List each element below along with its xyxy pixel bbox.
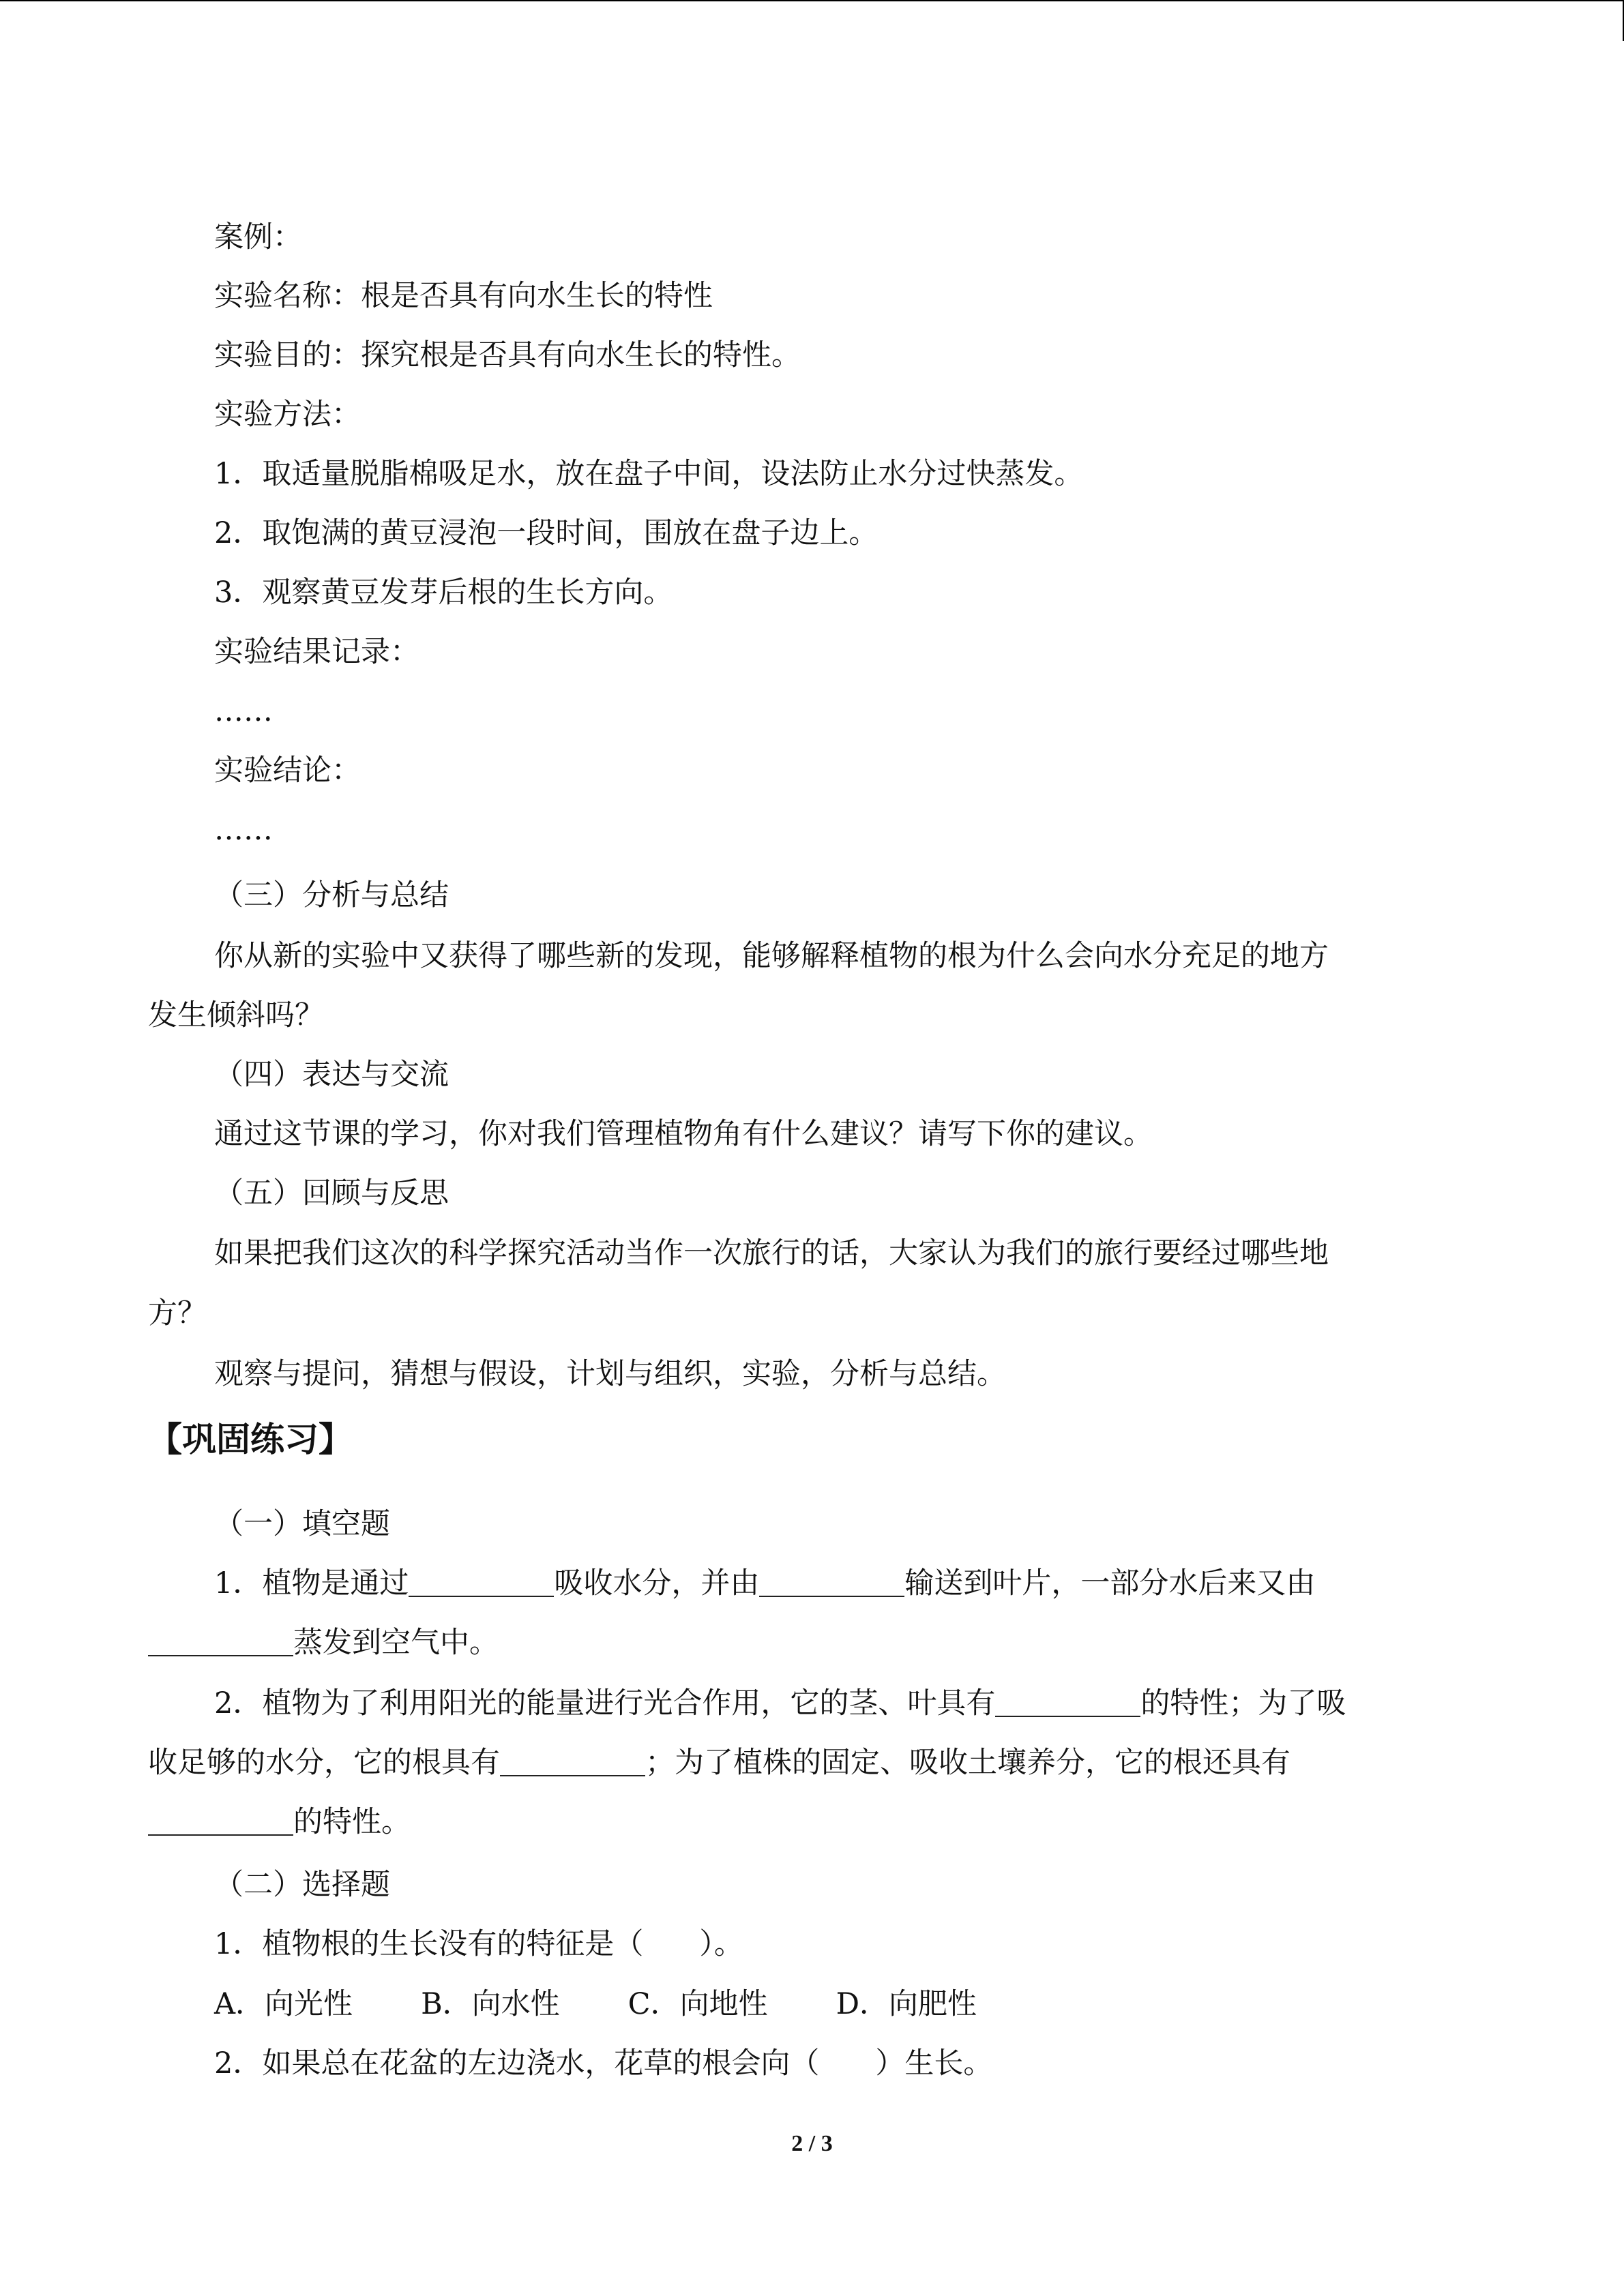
choice-question-1-options [0,1984,1624,2025]
answer-blank[interactable] [148,1624,293,1656]
section-4-paragraph: 通过这节课的学习，你对我们管理植物角有什么建议？请写下你的建议。 [214,1117,1153,1151]
record-label: 实验结果记录： [214,635,419,669]
fill-q2-text-c: 收足够的水分，它的根具有 [148,1746,500,1780]
answer-blank[interactable] [409,1564,554,1597]
answer-blank[interactable] [759,1564,904,1597]
fill-q2-text-e: 的特性。 [293,1805,411,1839]
case-label: 案例： [214,220,302,254]
option-a[interactable]: A．向光性 [214,1987,353,2021]
option-c[interactable]: C．向地性 [628,1987,768,2021]
fill-q1-text-d: 蒸发到空气中。 [293,1626,499,1660]
choice-question-1 [0,1924,1624,1965]
method-step-3: 3．观察黄豆发芽后根的生长方向。 [214,576,673,610]
method-label: 实验方法： [214,398,361,432]
page-number: 2 / 3 [791,2131,833,2156]
section-5-paragraph-line-1: 如果把我们这次的科学探究活动当作一次旅行的话，大家认为我们的旅行要经过哪些地 [214,1236,1329,1270]
fill-question-1-line-2 [0,1622,1624,1663]
record-ellipsis: …… [214,694,273,728]
fill-section-title: （一）填空题 [214,1507,390,1541]
fill-q1-text-a: 1．植物是通过 [214,1566,409,1600]
fill-q2-text-a: 2．植物为了利用阳光的能量进行光合作用，它的茎、叶具有 [214,1686,996,1720]
option-b[interactable]: B．向水性 [421,1987,560,2021]
practice-heading: 【巩固练习】 [148,1420,353,1459]
method-step-2: 2．取饱满的黄豆浸泡一段时间，围放在盘子边上。 [214,516,879,550]
section-3-paragraph-line-2: 发生倾斜吗？ [148,998,324,1032]
section-4-title: （四）表达与交流 [214,1058,449,1092]
section-5-paragraph-line-2: 方？ [148,1296,207,1330]
answer-blank[interactable] [995,1684,1140,1717]
fill-question-2-line-1 [0,1683,1624,1724]
fill-question-2-line-3 [0,1802,1624,1843]
choice-question-2 [0,2043,1624,2084]
choice-q2-text-a: 2．如果总在花盆的左边浇水，花草的根会向（ [214,2046,820,2081]
experiment-purpose: 实验目的：探究根是否具有向水生长的特性。 [214,338,801,372]
fill-q1-text-b: 吸收水分，并由 [554,1566,760,1600]
answer-blank[interactable] [500,1744,645,1776]
choice-q2-text-b: ）生长。 [875,2046,993,2081]
choice-q1-text-b: ）。 [699,1927,743,1961]
conclusion-label: 实验结论： [214,754,361,788]
section-5-title: （五）回顾与反思 [214,1176,449,1210]
section-3-title: （三）分析与总结 [214,878,449,912]
answer-blank[interactable] [148,1803,293,1836]
choice-q1-text-a: 1．植物根的生长没有的特征是（ [214,1927,644,1961]
fill-q2-text-d: ；为了植株的固定、吸收土壤养分，它的根还具有 [645,1746,1290,1780]
conclusion-ellipsis: …… [214,813,273,847]
fill-question-2-line-2 [0,1742,1624,1783]
fill-q1-text-c: 输送到叶片，一部分水后来又由 [904,1566,1316,1600]
top-border [0,0,1624,1]
section-3-paragraph-line-1: 你从新的实验中又获得了哪些新的发现，能够解释植物的根为什么会向水分充足的地方 [214,939,1329,973]
experiment-name: 实验名称：根是否具有向水生长的特性 [214,279,713,313]
choice-section-title: （二）选择题 [214,1868,390,1902]
method-step-1: 1．取适量脱脂棉吸足水，放在盘子中间，设法防止水分过快蒸发。 [214,457,1084,491]
section-5-answer: 观察与提问，猜想与假设，计划与组织，实验，分析与总结。 [214,1357,1006,1391]
fill-q2-text-b: 的特性；为了吸 [1140,1686,1346,1720]
fill-question-1-line-1 [0,1563,1624,1604]
option-d[interactable]: D．向肥性 [836,1987,977,2021]
